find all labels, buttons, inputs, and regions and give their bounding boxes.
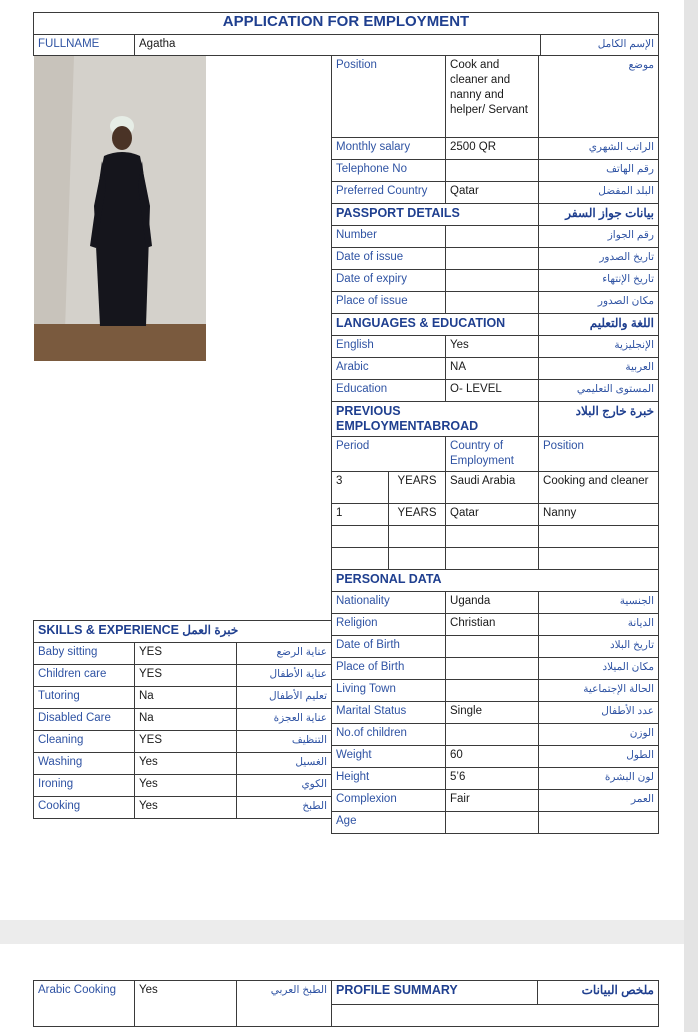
issue-place-label: Place of issue — [332, 292, 446, 314]
issue-date-value — [446, 248, 539, 270]
skill-cleaning-value: YES — [135, 731, 237, 753]
skill-disabled-care-label: Disabled Care — [34, 709, 135, 731]
skill-children-care-value: YES — [135, 665, 237, 687]
prev-4-years — [332, 548, 389, 570]
arabic-cooking-label: Arabic Cooking — [34, 981, 135, 1027]
nationality-label: Nationality — [332, 592, 446, 614]
weight-label: Weight — [332, 746, 446, 768]
passport-heading-ar: بيانات جواز السفر — [539, 204, 659, 226]
dob-label: Date of Birth — [332, 636, 446, 658]
prev-3-unit — [389, 526, 446, 548]
skill-cooking-value: Yes — [135, 797, 237, 819]
profile-summary-heading-ar: ملخص البيانات — [538, 981, 659, 1005]
salary-value: 2500 QR — [446, 138, 539, 160]
pob-ar: مكان الميلاد — [539, 658, 659, 680]
person-figure — [34, 56, 206, 361]
weight-ar: الطول — [539, 746, 659, 768]
nationality-ar: الجنسية — [539, 592, 659, 614]
position-ar: موضع — [539, 56, 659, 138]
height-label: Height — [332, 768, 446, 790]
education-label: Education — [332, 380, 446, 402]
fullname-ar: الإسم الكامل — [541, 35, 659, 56]
arabic-value: NA — [446, 358, 539, 380]
country-employment-header: Country of Employment — [446, 437, 539, 472]
expiry-date-value — [446, 270, 539, 292]
pob-label: Place of Birth — [332, 658, 446, 680]
marital-value: Single — [446, 702, 539, 724]
prev-4-country — [446, 548, 539, 570]
children-label: No.of children — [332, 724, 446, 746]
english-value: Yes — [446, 336, 539, 358]
form-title: APPLICATION FOR EMPLOYMENT — [34, 13, 659, 35]
skill-tutoring-value: Na — [135, 687, 237, 709]
skill-cleaning-label: Cleaning — [34, 731, 135, 753]
details-table — [331, 55, 659, 834]
scroll-gutter — [684, 0, 698, 1032]
languages-heading-ar: اللغة والتعليم — [539, 314, 659, 336]
complexion-value: Fair — [446, 790, 539, 812]
skills-table — [33, 620, 332, 819]
languages-heading: LANGUAGES & EDUCATION — [332, 314, 539, 336]
skill-ironing-label: Ironing — [34, 775, 135, 797]
profile-summary-heading: PROFILE SUMMARY — [332, 981, 538, 1005]
issue-date-label: Date of issue — [332, 248, 446, 270]
skills-heading-ar: خبرة العمل — [182, 623, 239, 637]
prev-4-unit — [389, 548, 446, 570]
arabic-cooking-ar: الطبخ العربي — [237, 981, 332, 1027]
profile-summary-body — [332, 1005, 659, 1027]
expiry-date-label: Date of expiry — [332, 270, 446, 292]
skill-disabled-care-value: Na — [135, 709, 237, 731]
telephone-ar: رقم الهاتف — [539, 160, 659, 182]
age-ar — [539, 812, 659, 834]
children-ar: الوزن — [539, 724, 659, 746]
prev-1-years: 3 — [332, 472, 389, 504]
prev-4-position — [539, 548, 659, 570]
prev-1-unit: YEARS — [389, 472, 446, 504]
telephone-value — [446, 160, 539, 182]
pob-value — [446, 658, 539, 680]
complexion-ar: العمر — [539, 790, 659, 812]
skill-tutoring-ar: تعليم الأطفال — [237, 687, 332, 709]
age-value — [446, 812, 539, 834]
issue-date-ar: تاريخ الصدور — [539, 248, 659, 270]
skill-ironing-value: Yes — [135, 775, 237, 797]
prev-2-unit: YEARS — [389, 504, 446, 526]
religion-ar: الديانة — [539, 614, 659, 636]
passport-number-value — [446, 226, 539, 248]
skills-heading: SKILLS & EXPERIENCE — [38, 623, 179, 637]
complexion-label: Complexion — [332, 790, 446, 812]
period-header: Period — [332, 437, 446, 472]
religion-value: Christian — [446, 614, 539, 636]
salary-ar: الراتب الشهري — [539, 138, 659, 160]
english-ar: الإنجليزية — [539, 336, 659, 358]
living-town-ar: الحالة الإجتماعية — [539, 680, 659, 702]
prev-1-position: Cooking and cleaner — [539, 472, 659, 504]
telephone-label: Telephone No — [332, 160, 446, 182]
height-ar: لون البشرة — [539, 768, 659, 790]
prev-2-country: Qatar — [446, 504, 539, 526]
passport-heading: PASSPORT DETAILS — [332, 204, 539, 226]
education-ar: المستوى التعليمي — [539, 380, 659, 402]
header-table — [33, 12, 659, 56]
passport-number-ar: رقم الجواز — [539, 226, 659, 248]
skill-washing-ar: الغسيل — [237, 753, 332, 775]
issue-place-ar: مكان الصدور — [539, 292, 659, 314]
skill-cooking-ar: الطبخ — [237, 797, 332, 819]
skill-baby-sitting-ar: عناية الرضع — [237, 643, 332, 665]
position-label: Position — [332, 56, 446, 138]
weight-value: 60 — [446, 746, 539, 768]
passport-number-label: Number — [332, 226, 446, 248]
prev-2-years: 1 — [332, 504, 389, 526]
marital-label: Marital Status — [332, 702, 446, 724]
skill-washing-label: Washing — [34, 753, 135, 775]
nationality-value: Uganda — [446, 592, 539, 614]
arabic-ar: العربية — [539, 358, 659, 380]
prev-2-position: Nanny — [539, 504, 659, 526]
height-value: 5’6 — [446, 768, 539, 790]
personal-heading: PERSONAL DATA — [332, 570, 659, 592]
position-header: Position — [539, 437, 659, 472]
issue-place-value — [446, 292, 539, 314]
english-label: English — [332, 336, 446, 358]
education-value: O- LEVEL — [446, 380, 539, 402]
skill-baby-sitting-value: YES — [135, 643, 237, 665]
expiry-date-ar: تاريخ الإنتهاء — [539, 270, 659, 292]
skill-washing-value: Yes — [135, 753, 237, 775]
age-label: Age — [332, 812, 446, 834]
skill-children-care-ar: عناية الأطفال — [237, 665, 332, 687]
living-town-value — [446, 680, 539, 702]
skill-children-care-label: Children care — [34, 665, 135, 687]
previous-heading-ar: خبرة خارج البلاد — [539, 402, 659, 437]
prev-3-country — [446, 526, 539, 548]
fullname-value: Agatha — [135, 35, 541, 56]
prev-3-years — [332, 526, 389, 548]
applicant-photo — [34, 56, 206, 361]
religion-label: Religion — [332, 614, 446, 636]
previous-heading: PREVIOUS EMPLOYMENTABROAD — [332, 402, 539, 437]
skill-baby-sitting-label: Baby sitting — [34, 643, 135, 665]
dob-ar: تاريخ البلاد — [539, 636, 659, 658]
salary-label: Monthly salary — [332, 138, 446, 160]
skill-ironing-ar: الكوي — [237, 775, 332, 797]
prev-1-country: Saudi Arabia — [446, 472, 539, 504]
arabic-label: Arabic — [332, 358, 446, 380]
living-town-label: Living Town — [332, 680, 446, 702]
skill-tutoring-label: Tutoring — [34, 687, 135, 709]
position-value: Cook and cleaner and nanny and helper/ Servant — [446, 56, 539, 138]
country-value: Qatar — [446, 182, 539, 204]
fullname-label: FULLNAME — [34, 35, 135, 56]
dob-value — [446, 636, 539, 658]
arabic-cooking-value: Yes — [135, 981, 237, 1027]
skill-cooking-label: Cooking — [34, 797, 135, 819]
skill-disabled-care-ar: عناية العجزة — [237, 709, 332, 731]
marital-ar: عدد الأطفال — [539, 702, 659, 724]
prev-3-position — [539, 526, 659, 548]
children-value — [446, 724, 539, 746]
country-ar: البلد المفضل — [539, 182, 659, 204]
page2-table — [33, 980, 659, 1027]
country-label: Preferred Country — [332, 182, 446, 204]
skill-cleaning-ar: التنظيف — [237, 731, 332, 753]
skills-heading-cell — [34, 621, 332, 643]
